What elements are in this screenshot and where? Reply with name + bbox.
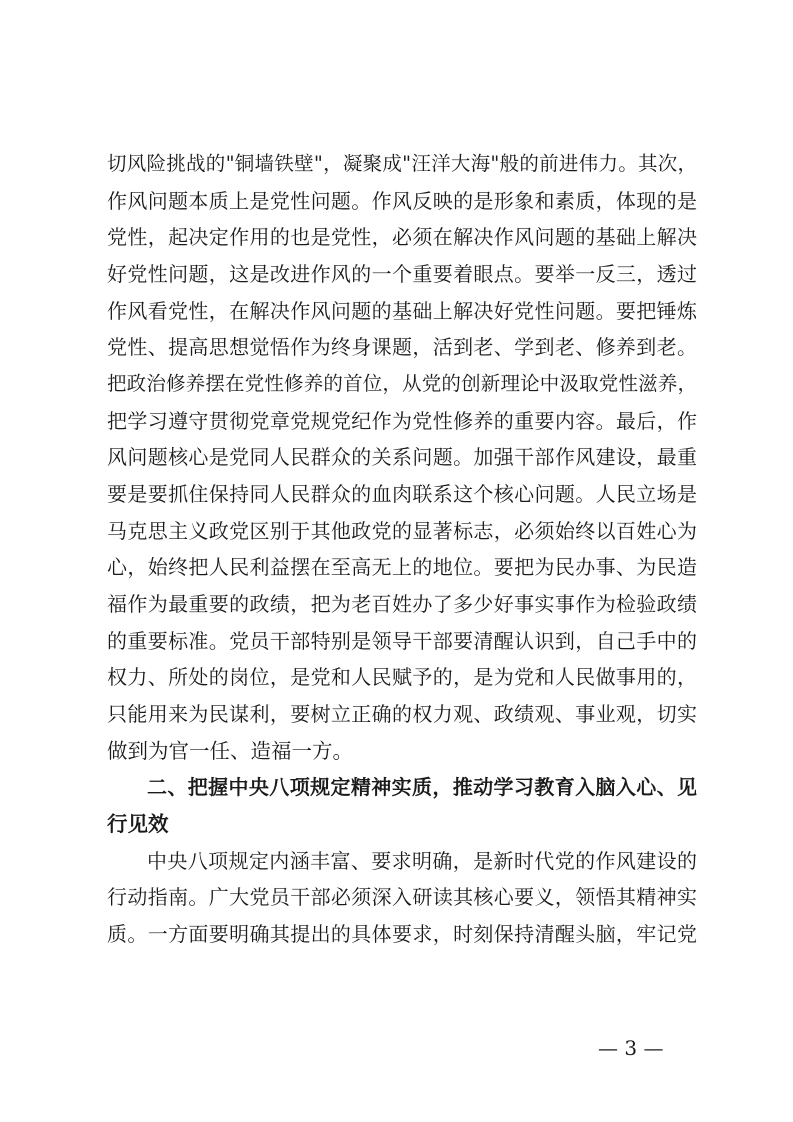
body-text-line: 做到为官一任、造福一方。 xyxy=(107,739,353,763)
body-text-line: 把政治修养摆在党性修养的首位，从党的创新理论中汲取党性滋养， xyxy=(107,372,697,395)
body-text-line: 心，始终把人民利益摆在至高无上的地位。要把为民办事、为民造 xyxy=(107,555,697,579)
body-text-line: 只能用来为民谋利，要树立正确的权力观、政绩观、事业观，切实 xyxy=(107,702,697,726)
body-text-line: 权力、所处的岗位，是党和人民赋予的，是为党和人民做事用的， xyxy=(107,665,697,689)
body-text-line: 质。一方面要明确其提出的具体要求，时刻保持清醒头脑，牢记党 xyxy=(107,922,697,946)
body-text-line: 中央八项规定内涵丰富、要求明确，是新时代党的作风建设的 xyxy=(147,849,697,873)
body-text-line: 党性、提高思想觉悟作为终身课题，活到老、学到老、修养到老。 xyxy=(107,335,697,359)
body-text-line: 作风问题本质上是党性问题。作风反映的是形象和素质，体现的是 xyxy=(107,189,697,213)
body-text-line: 党性，起决定作用的也是党性，必须在解决作风问题的基础上解决 xyxy=(107,225,697,249)
page-number: — 3 — xyxy=(598,1036,664,1060)
body-text-line: 的重要标准。党员干部特别是领导干部要清醒认识到，自己手中的 xyxy=(107,629,697,653)
body-text-line: 马克思主义政党区别于其他政党的显著标志，必须始终以百姓心为 xyxy=(107,519,697,543)
body-text-line: 把学习遵守贯彻党章党规党纪作为党性修养的重要内容。最后，作 xyxy=(107,409,697,433)
body-text-line: 风问题核心是党同人民群众的关系问题。加强干部作风建设，最重 xyxy=(107,445,697,469)
body-text-line: 切风险挑战的"铜墙铁壁"，凝聚成"汪洋大海"般的前进伟力。其次， xyxy=(107,152,697,175)
body-text-line: 福作为最重要的政绩，把为老百姓办了多少好事实事作为检验政绩 xyxy=(107,592,697,616)
section-heading-continued: 行见效 xyxy=(107,812,169,836)
body-text-line: 行动指南。广大党员干部必须深入研读其核心要义，领悟其精神实 xyxy=(107,885,697,909)
body-text-line: 好党性问题，这是改进作风的一个重要着眼点。要举一反三，透过 xyxy=(107,262,697,286)
section-heading: 二、把握中央八项规定精神实质，推动学习教育入脑入心、见 xyxy=(147,775,697,799)
body-text-line: 要是要抓住保持同人民群众的血肉联系这个核心问题。人民立场是 xyxy=(107,482,697,506)
body-text-line: 作风看党性，在解决作风问题的基础上解决好党性问题。要把锤炼 xyxy=(107,299,697,323)
